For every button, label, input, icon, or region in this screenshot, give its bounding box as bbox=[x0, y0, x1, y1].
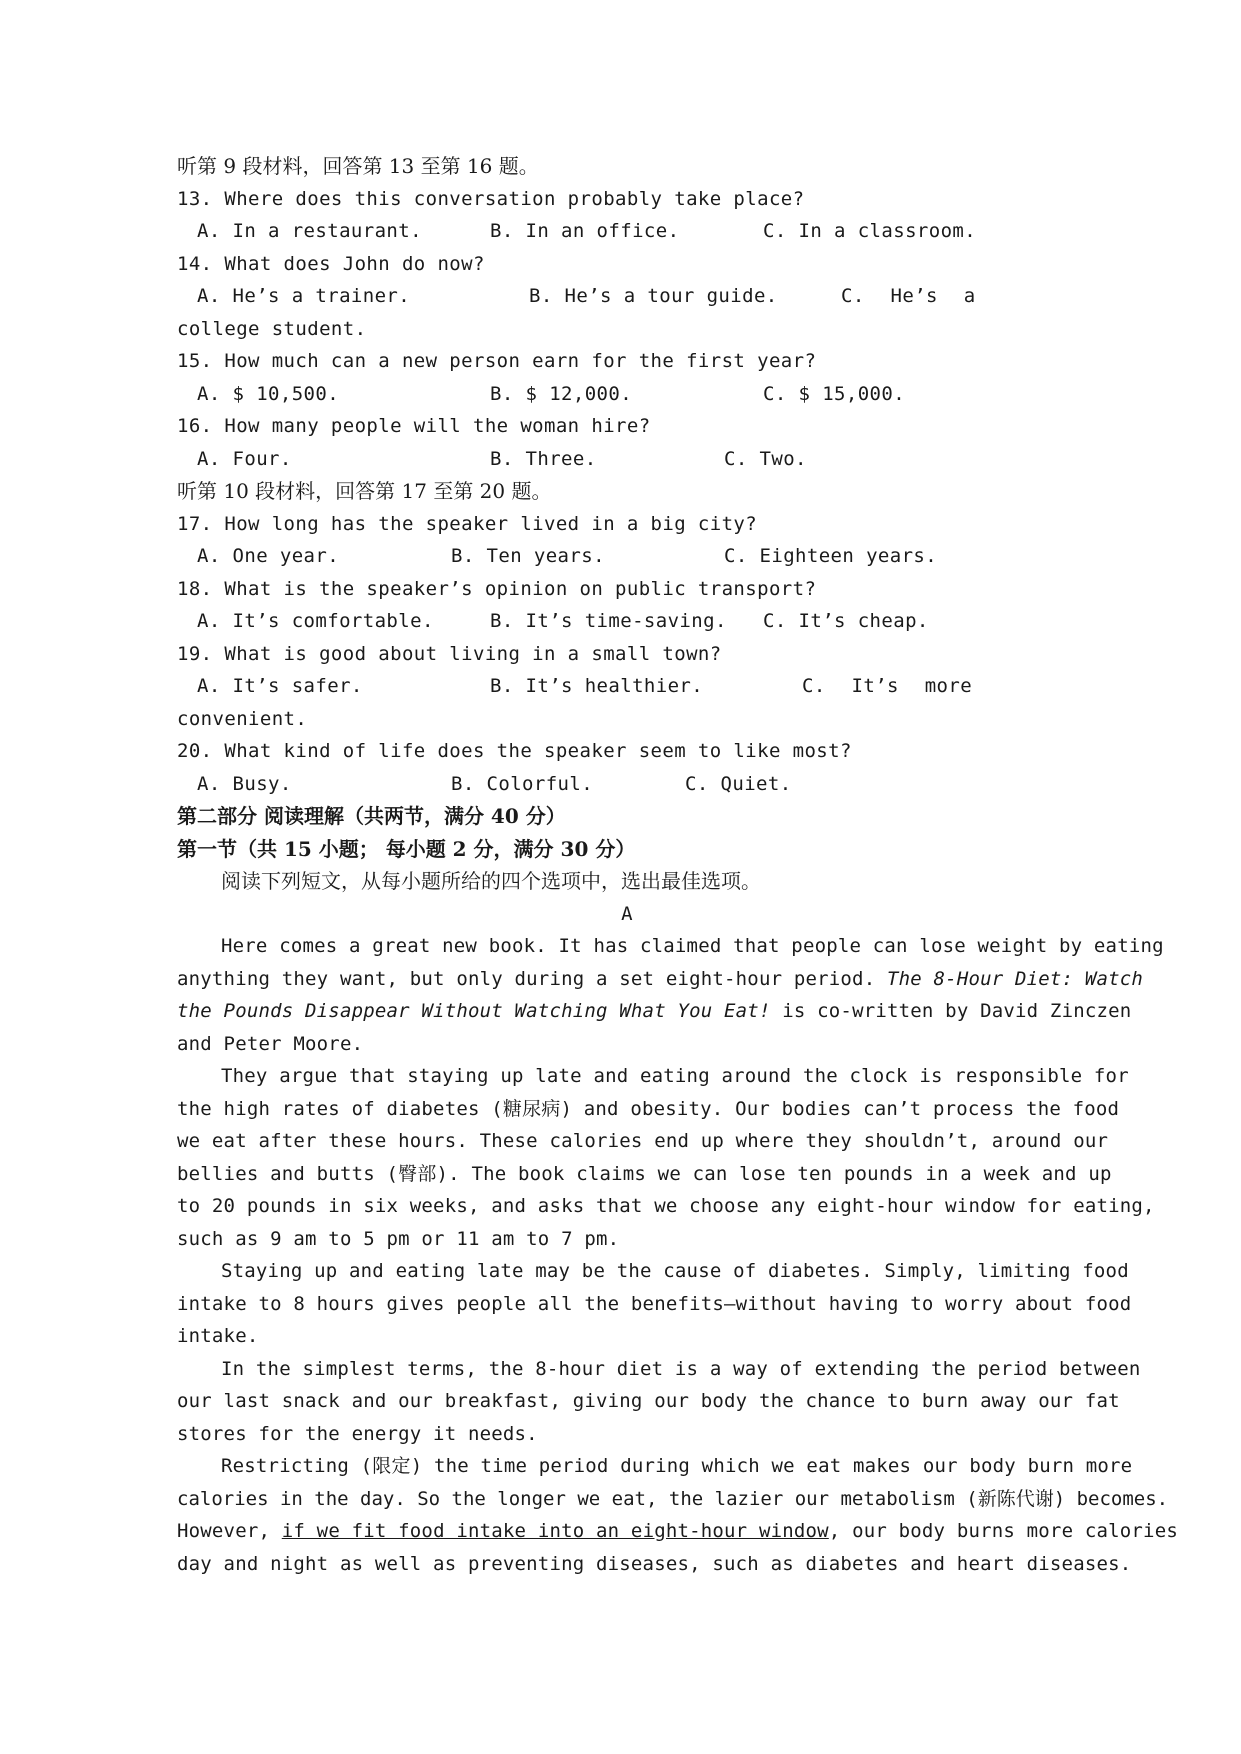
option-c: C. In a classroom. bbox=[763, 220, 977, 242]
option-b: B. It’s healthier. bbox=[490, 675, 704, 697]
options-row bbox=[177, 605, 1077, 638]
option-a: A. He’s a trainer. bbox=[197, 285, 411, 307]
option-continuation: college student. bbox=[177, 317, 367, 340]
options-row bbox=[177, 443, 1077, 476]
options-row bbox=[177, 670, 1077, 703]
question-stem: 18. What is the speaker’s opinion on public transport? bbox=[177, 577, 817, 600]
passage-line: and Peter Moore. bbox=[177, 1032, 364, 1055]
passage-line: They argue that staying up late and eating around the clock is responsible for bbox=[221, 1065, 1129, 1087]
passage-line: intake to 8 hours gives people all the benefits—without having to worry about food bbox=[177, 1292, 1132, 1315]
passage-text: However, bbox=[177, 1520, 282, 1542]
option-b: B. In an office. bbox=[490, 220, 680, 242]
book-title: the Pounds Disappear Without Watching What You Eat! bbox=[177, 1000, 771, 1022]
passage-text: is co-written by David Zinczen bbox=[770, 1000, 1132, 1022]
option-c: C. Quiet. bbox=[685, 772, 792, 795]
passage-line: calories in the day. So the longer we eat, the lazier our metabolism (新陈代谢) becomes. bbox=[177, 1487, 1169, 1510]
underlined-phrase: if we fit food intake into an eight-hour window bbox=[281, 1520, 829, 1542]
option-b: B. $ 12,000. bbox=[490, 382, 633, 405]
options-row bbox=[177, 540, 1077, 573]
passage-line: In the simplest terms, the 8-hour diet is a way of extending the period between bbox=[221, 1357, 1141, 1380]
passage bbox=[177, 930, 1178, 1580]
passage-line bbox=[177, 995, 1132, 1028]
question-stem: 16. How many people will the woman hire? bbox=[177, 415, 651, 437]
option-b: B. Three. bbox=[490, 447, 597, 470]
option-c: C. Eighteen years. bbox=[724, 545, 938, 567]
option-a: A. Busy. bbox=[197, 772, 292, 795]
passage-label: A bbox=[621, 902, 633, 925]
option-b: B. Ten years. bbox=[451, 545, 605, 567]
passage-line: intake. bbox=[177, 1325, 259, 1347]
option-continuation: convenient. bbox=[177, 707, 308, 730]
option-a: A. $ 10,500. bbox=[197, 382, 340, 405]
passage-line: Here comes a great new book. It has claimed that people can lose weight by eating bbox=[221, 935, 1164, 957]
option-a: A. One year. bbox=[197, 545, 340, 567]
option-a: A. Four. bbox=[197, 447, 292, 470]
question-stem: 17. How long has the speaker lived in a big city? bbox=[177, 512, 758, 535]
passage-line: our last snack and our breakfast, giving our body the chance to burn away our fat bbox=[177, 1390, 1120, 1412]
book-title: The 8-Hour Diet: Watch bbox=[886, 967, 1144, 990]
passage-line: stores for the energy it needs. bbox=[177, 1422, 538, 1445]
passage-line: Restricting (限定) the time period during which we eat makes our body burn more bbox=[221, 1455, 1133, 1477]
option-c: C. $ 15,000. bbox=[763, 382, 906, 405]
passage-line: bellies and butts (臀部). The book claims we can lose ten pounds in a week and up bbox=[177, 1162, 1112, 1185]
option-c: C. Two. bbox=[724, 447, 807, 470]
passage-line: the high rates of diabetes (糖尿病) and obesity. Our bodies can’t process the food bbox=[177, 1097, 1120, 1120]
option-a: A. It’s safer. bbox=[197, 675, 363, 697]
question-stem: 20. What kind of life does the speaker seem to like most? bbox=[177, 740, 852, 762]
passage-line: to 20 pounds in six weeks, and asks that we choose any eight-hour window for eating, bbox=[177, 1195, 1155, 1217]
options-row bbox=[177, 768, 1077, 801]
section-header: 听第 10 段材料，回答第 17 至第 20 题。 bbox=[177, 479, 552, 503]
passage-line bbox=[177, 1515, 1178, 1548]
question-stem: 15. How much can a new person earn for the first year? bbox=[177, 350, 817, 372]
option-b: B. Colorful. bbox=[451, 772, 594, 795]
instruction: 阅读下列短文，从每小题所给的四个选项中，选出最佳选项。 bbox=[221, 869, 761, 893]
passage-line bbox=[177, 963, 1144, 996]
option-c: C. It’s more bbox=[802, 675, 973, 697]
passage-text: anything they want, but only during a set eight-hour period. bbox=[177, 967, 887, 990]
passage-text: , our body burns more calories bbox=[828, 1520, 1178, 1542]
options-row bbox=[177, 215, 1077, 248]
exam-page bbox=[177, 150, 1178, 1580]
option-a: A. It’s comfortable. bbox=[197, 610, 434, 632]
section-header: 听第 9 段材料，回答第 13 至第 16 题。 bbox=[177, 154, 539, 178]
question-stem: 14. What does John do now? bbox=[177, 252, 485, 275]
option-b: B. He’s a tour guide. bbox=[529, 285, 778, 307]
option-c: C. It’s cheap. bbox=[763, 610, 929, 632]
section-subtitle: 第一节（共 15 小题； 每小题 2 分，满分 30 分） bbox=[177, 836, 636, 861]
question-stem: 19. What is good about living in a small town? bbox=[177, 642, 722, 665]
options-row bbox=[177, 280, 1077, 313]
option-c: C. He’s a bbox=[841, 285, 976, 307]
passage-line: we eat after these hours. These calories end up where they shouldn’t, around our bbox=[177, 1130, 1109, 1152]
option-b: B. It’s time-saving. bbox=[490, 610, 727, 632]
passage-line: Staying up and eating late may be the cause of diabetes. Simply, limiting food bbox=[221, 1260, 1129, 1282]
options-row bbox=[177, 378, 1077, 411]
passage-line: such as 9 am to 5 pm or 11 am to 7 pm. bbox=[177, 1227, 620, 1250]
question-stem: 13. Where does this conversation probably take place? bbox=[177, 187, 805, 210]
passage-line: day and night as well as preventing diseases, such as diabetes and heart diseases. bbox=[177, 1552, 1132, 1575]
option-a: A. In a restaurant. bbox=[197, 220, 422, 242]
part-title: 第二部分 阅读理解（共两节，满分 40 分） bbox=[177, 804, 566, 828]
